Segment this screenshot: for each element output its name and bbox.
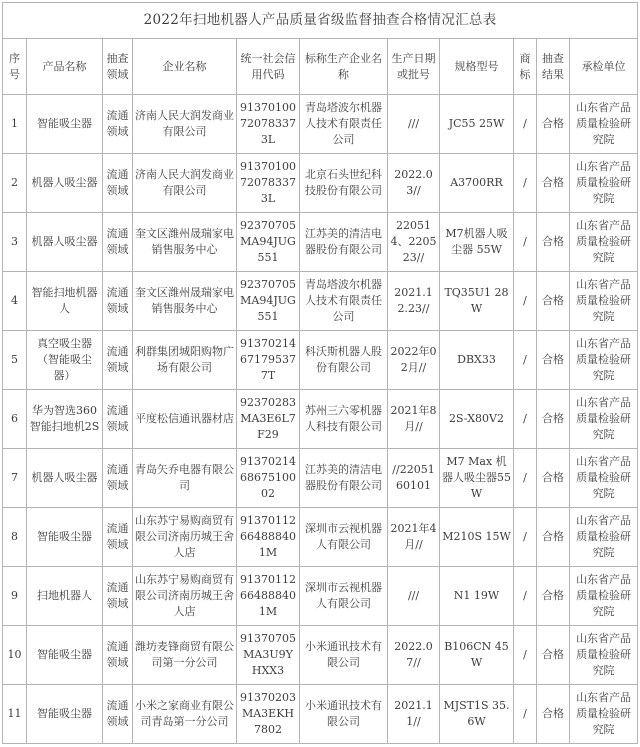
table-row [3,95,638,154]
cell-enterprise-name: 山东苏宁易购商贸有限公司济南历城王舍人店 [133,567,237,626]
cell-no: 7 [3,449,27,508]
table-title: 2022年扫地机器人产品质量省级监督抽查合格情况汇总表 [3,3,638,39]
cell-trademark: / [514,95,537,154]
cell-inspection-agency: 山东省产品质量检验研究院 [570,331,638,390]
cell-product-name: 华为智选360智能扫地机2S [27,390,103,449]
column-header-inspection-field: 抽查领域 [103,39,133,95]
cell-production-date-batch: 220514、220523// [388,213,440,272]
table-row [3,626,638,685]
cell-trademark: / [514,331,537,390]
cell-spec-model: M210S 15W [440,508,514,567]
column-header-no: 序号 [3,39,27,95]
cell-production-date-batch: 2022.03// [388,154,440,213]
cell-manufacturer-name: 北京石头世纪科技股份有限公司 [300,154,388,213]
cell-inspection-field: 流通领域 [103,331,133,390]
cell-enterprise-name: 奎文区潍州晟瑞家电销售服务中心 [133,213,237,272]
column-header-enterprise-name: 企业名称 [133,39,237,95]
cell-inspection-agency: 山东省产品质量检验研究院 [570,449,638,508]
cell-no: 11 [3,685,27,744]
column-header-spec-model: 规格型号 [440,39,514,95]
cell-inspection-agency: 山东省产品质量检验研究院 [570,567,638,626]
cell-inspection-field: 流通领域 [103,449,133,508]
cell-production-date-batch: 2021.11// [388,685,440,744]
cell-inspection-agency: 山东省产品质量检验研究院 [570,626,638,685]
table-row [3,213,638,272]
cell-result: 合格 [537,626,570,685]
cell-spec-model: TQ35U1 28W [440,272,514,331]
cell-spec-model: M7机器人吸尘器 55W [440,213,514,272]
cell-no: 4 [3,272,27,331]
cell-product-name: 机器人吸尘器 [27,449,103,508]
cell-spec-model: MJST1S 35.6W [440,685,514,744]
cell-inspection-field: 流通领域 [103,508,133,567]
cell-trademark: / [514,154,537,213]
cell-production-date-batch: //2205160101 [388,449,440,508]
cell-manufacturer-name: 小米通讯技术有限公司 [300,685,388,744]
cell-spec-model: A3700RR [440,154,514,213]
cell-trademark: / [514,626,537,685]
header-row [3,39,638,95]
column-header-inspection-agency: 承检单位 [570,39,638,95]
cell-result: 合格 [537,154,570,213]
cell-enterprise-name: 平度松信通讯器材店 [133,390,237,449]
cell-inspection-field: 流通领域 [103,95,133,154]
cell-no: 5 [3,331,27,390]
cell-production-date-batch: 2021年8月// [388,390,440,449]
column-header-production-date-batch: 生产日期或批号 [388,39,440,95]
table-row [3,331,638,390]
cell-manufacturer-name: 江苏美的清洁电器股份有限公司 [300,449,388,508]
cell-inspection-agency: 山东省产品质量检验研究院 [570,685,638,744]
cell-no: 1 [3,95,27,154]
cell-inspection-field: 流通领域 [103,390,133,449]
cell-enterprise-name: 青岛矢乔电器有限公司 [133,449,237,508]
cell-no: 8 [3,508,27,567]
cell-trademark: / [514,685,537,744]
cell-enterprise-name: 利群集团城阳购物广场有限公司 [133,331,237,390]
cell-spec-model: B106CN 45W [440,626,514,685]
cell-enterprise-name: 奎文区潍州晟瑞家电销售服务中心 [133,272,237,331]
cell-spec-model: JC55 25W [440,95,514,154]
cell-spec-model: DBX33 [440,331,514,390]
cell-enterprise-name: 小米之家商业有限公司青岛第一分公司 [133,685,237,744]
cell-inspection-field: 流通领域 [103,154,133,213]
cell-no: 3 [3,213,27,272]
cell-credit-code: 91370214671795377T [237,331,300,390]
cell-credit-code: 92370283MA3E6L7F29 [237,390,300,449]
cell-inspection-field: 流通领域 [103,626,133,685]
cell-manufacturer-name: 科沃斯机器人股份有限公司 [300,331,388,390]
cell-credit-code: 91370203MA3EKH7802 [237,685,300,744]
cell-production-date-batch: 2022.07// [388,626,440,685]
cell-trademark: / [514,390,537,449]
table-body [3,95,638,744]
cell-credit-code: 91370100720783373L [237,95,300,154]
cell-credit-code: 91370112664888401M [237,508,300,567]
cell-no: 6 [3,390,27,449]
column-header-result: 抽查结果 [537,39,570,95]
cell-inspection-agency: 山东省产品质量检验研究院 [570,154,638,213]
cell-result: 合格 [537,95,570,154]
cell-result: 合格 [537,390,570,449]
cell-result: 合格 [537,449,570,508]
column-header-product-name: 产品名称 [27,39,103,95]
cell-manufacturer-name: 青岛塔波尔机器人技术有限责任公司 [300,95,388,154]
cell-manufacturer-name: 深圳市云视机器人有限公司 [300,508,388,567]
cell-spec-model: 2S-X80V2 [440,390,514,449]
cell-product-name: 扫地机器人 [27,567,103,626]
cell-manufacturer-name: 小米通讯技术有限公司 [300,626,388,685]
cell-inspection-field: 流通领域 [103,567,133,626]
cell-production-date-batch: 2021年4月// [388,508,440,567]
cell-manufacturer-name: 深圳市云视机器人有限公司 [300,567,388,626]
cell-no: 2 [3,154,27,213]
cell-manufacturer-name: 苏州三六零机器人科技有限公司 [300,390,388,449]
cell-inspection-agency: 山东省产品质量检验研究院 [570,95,638,154]
cell-product-name: 智能吸尘器 [27,95,103,154]
inspection-summary-table [2,2,638,744]
cell-result: 合格 [537,685,570,744]
table-row [3,508,638,567]
cell-credit-code: 91370112664888401M [237,567,300,626]
cell-trademark: / [514,508,537,567]
cell-result: 合格 [537,272,570,331]
cell-inspection-agency: 山东省产品质量检验研究院 [570,508,638,567]
cell-credit-code: 91370100720783373L [237,154,300,213]
cell-product-name: 智能吸尘器 [27,626,103,685]
cell-inspection-field: 流通领域 [103,272,133,331]
cell-credit-code: 91370705MA3U9YHXX3 [237,626,300,685]
table-row [3,567,638,626]
cell-trademark: / [514,213,537,272]
cell-product-name: 智能扫地机器人 [27,272,103,331]
cell-inspection-agency: 山东省产品质量检验研究院 [570,213,638,272]
cell-product-name: 智能吸尘器 [27,685,103,744]
cell-trademark: / [514,272,537,331]
cell-credit-code: 92370705MA94JUG551 [237,213,300,272]
table-row [3,272,638,331]
column-header-manufacturer-name: 标称生产企业名称 [300,39,388,95]
cell-enterprise-name: 山东苏宁易购商贸有限公司济南历城王舍人店 [133,508,237,567]
cell-spec-model: N1 19W [440,567,514,626]
cell-manufacturer-name: 江苏美的清洁电器股份有限公司 [300,213,388,272]
column-header-credit-code: 统一社会信用代码 [237,39,300,95]
cell-production-date-batch: /// [388,567,440,626]
cell-product-name: 机器人吸尘器 [27,213,103,272]
cell-no: 9 [3,567,27,626]
cell-enterprise-name: 济南人民大润发商业有限公司 [133,154,237,213]
cell-enterprise-name: 潍坊麦锋商贸有限公司第一分公司 [133,626,237,685]
cell-trademark: / [514,449,537,508]
cell-spec-model: M7 Max 机器人吸尘器55W [440,449,514,508]
table-row [3,449,638,508]
cell-enterprise-name: 济南人民大润发商业有限公司 [133,95,237,154]
cell-inspection-field: 流通领域 [103,685,133,744]
cell-credit-code: 913702146867510002 [237,449,300,508]
cell-result: 合格 [537,331,570,390]
cell-production-date-batch: 2022年02月// [388,331,440,390]
table-row [3,685,638,744]
cell-inspection-field: 流通领域 [103,213,133,272]
cell-manufacturer-name: 青岛塔波尔机器人技术有限责任公司 [300,272,388,331]
table-row [3,154,638,213]
table-row [3,390,638,449]
title-row [3,3,638,39]
cell-result: 合格 [537,213,570,272]
cell-result: 合格 [537,508,570,567]
cell-trademark: / [514,567,537,626]
cell-no: 10 [3,626,27,685]
cell-product-name: 智能吸尘器 [27,508,103,567]
cell-production-date-batch: /// [388,95,440,154]
cell-product-name: 真空吸尘器（智能吸尘器） [27,331,103,390]
cell-credit-code: 92370705MA94JUG551 [237,272,300,331]
cell-production-date-batch: 2021.12.23// [388,272,440,331]
cell-inspection-agency: 山东省产品质量检验研究院 [570,272,638,331]
column-header-trademark: 商标 [514,39,537,95]
cell-product-name: 机器人吸尘器 [27,154,103,213]
cell-inspection-agency: 山东省产品质量检验研究院 [570,390,638,449]
cell-result: 合格 [537,567,570,626]
